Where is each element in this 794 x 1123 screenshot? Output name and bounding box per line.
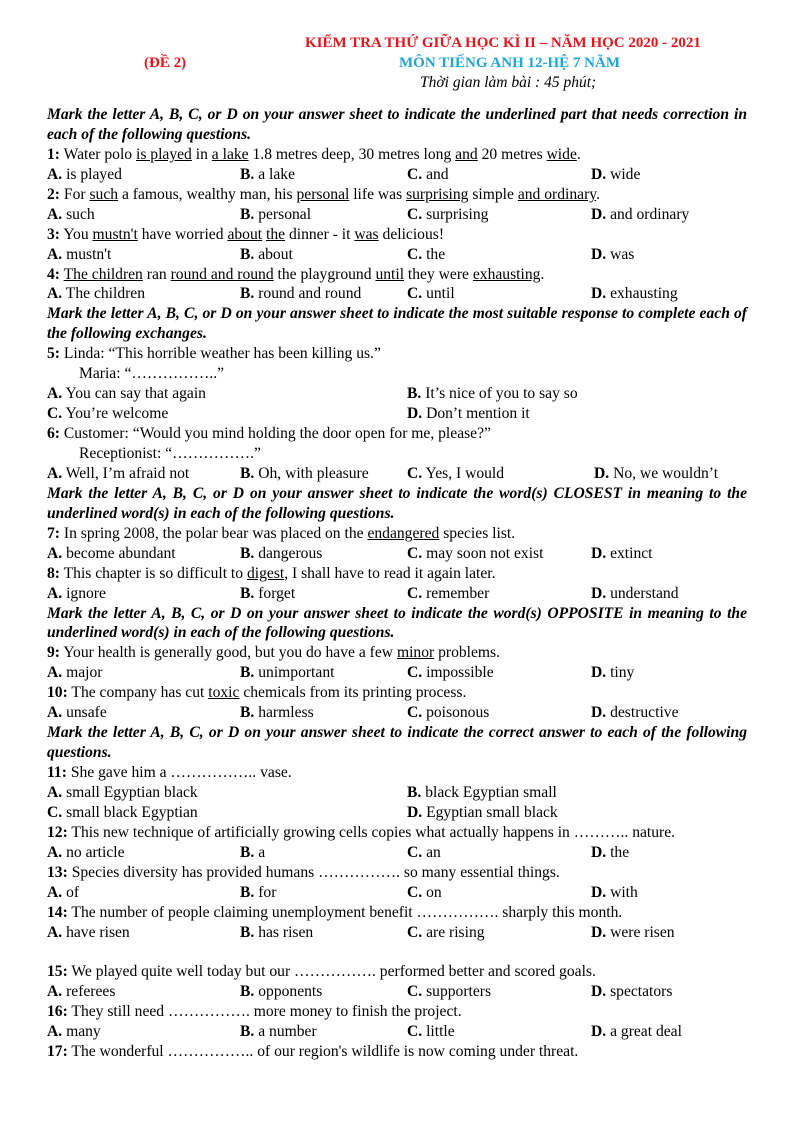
option-a[interactable]: A. small Egyptian black [47, 784, 198, 802]
option-d[interactable]: D. Don’t mention it [407, 405, 530, 423]
question-6-reply: Receptionist: “…………….” [79, 445, 261, 462]
option-d[interactable]: D. understand [591, 584, 679, 602]
option-a[interactable]: A. You can say that again [47, 385, 206, 403]
section-instruction-response: Mark the letter A, B, C, or D on your answer sheet to indicate the most suitable response to complete each of the following exchanges. [47, 305, 747, 343]
question-5: 5: Linda: “This horrible weather has been killing us.” [47, 345, 381, 363]
option-b[interactable]: B. personal [240, 205, 312, 223]
exam-header [47, 33, 747, 105]
option-a[interactable]: A. Well, I’m afraid not [47, 464, 190, 482]
option-a[interactable]: A. such [47, 205, 95, 223]
option-a[interactable]: A. become abundant [47, 544, 176, 562]
options-q4 [47, 284, 747, 304]
option-d[interactable]: D. destructive [591, 704, 679, 722]
option-c[interactable]: C. You’re welcome [47, 405, 169, 423]
section-instruction-correct-answer: Mark the letter A, B, C, or D on your answer sheet to indicate the correct answer to each of the following questions. [47, 724, 747, 762]
option-d[interactable]: D. was [591, 245, 635, 263]
option-d[interactable]: D. No, we wouldn’t [594, 464, 719, 482]
option-c[interactable]: C. little [407, 1023, 455, 1041]
option-a[interactable]: A. major [47, 664, 103, 682]
option-b[interactable]: B. has risen [240, 923, 314, 941]
option-c[interactable]: C. on [407, 883, 442, 901]
options-q11-row1 [47, 783, 747, 803]
option-d[interactable]: D. were risen [591, 923, 675, 941]
option-c[interactable]: C. remember [407, 584, 490, 602]
options-q5-row1 [47, 384, 747, 404]
option-d[interactable]: D. tiny [591, 664, 635, 682]
option-c[interactable]: C. Yes, I would [407, 464, 505, 482]
options-q1 [47, 165, 747, 185]
options-q10 [47, 703, 747, 723]
options-q11-row2 [47, 803, 747, 823]
option-a[interactable]: A. no article [47, 843, 125, 861]
option-b[interactable]: B. forget [240, 584, 296, 602]
option-b[interactable]: B. black Egyptian small [407, 784, 557, 802]
question-11: 11: She gave him a …………….. vase. [47, 764, 292, 782]
option-a[interactable]: A. The children [47, 285, 146, 303]
options-q5-row2 [47, 404, 747, 424]
option-a[interactable]: A. ignore [47, 584, 106, 602]
option-b[interactable]: B. about [240, 245, 293, 263]
option-b[interactable]: B. a number [240, 1023, 317, 1041]
options-q14 [47, 923, 747, 943]
option-c[interactable]: C. an [407, 843, 441, 861]
option-c[interactable]: C. poisonous [407, 704, 490, 722]
question-10: 10: The company has cut toxic chemicals from its printing process. [47, 684, 467, 702]
option-a[interactable]: A. of [47, 883, 80, 901]
question-3: 3: You mustn't have worried about the dinner - it was delicious! [47, 225, 445, 243]
options-q13 [47, 883, 747, 903]
options-q8 [47, 584, 747, 604]
options-q6 [47, 464, 747, 484]
question-5-reply: Maria: “……………..” [79, 365, 225, 383]
option-c[interactable]: C. the [407, 245, 446, 263]
option-b[interactable]: B. harmless [240, 704, 314, 722]
option-d[interactable]: D. the [591, 843, 630, 861]
options-q7 [47, 544, 747, 564]
options-q16 [47, 1022, 747, 1042]
question-1: 1: Water polo is played in a lake 1.8 metres deep, 30 metres long and 20 metres wide. [47, 145, 581, 163]
options-q2 [47, 205, 747, 225]
option-a[interactable]: A. many [47, 1023, 101, 1041]
question-13: 13: Species diversity has provided humans ……………. so many essential things. [47, 863, 560, 881]
option-c[interactable]: C. until [407, 285, 455, 303]
option-b[interactable]: B. unimportant [240, 664, 335, 682]
exam-code: (ĐỀ 2) [144, 55, 187, 71]
question-8: 8: This chapter is so difficult to digest, I shall have to read it again later. [47, 564, 496, 582]
option-d[interactable]: D. wide [591, 165, 641, 183]
option-a[interactable]: A. is played [47, 165, 122, 183]
options-q3 [47, 245, 747, 265]
option-d[interactable]: D. exhausting [591, 285, 678, 303]
question-4: 4: The children ran round and round the playground until they were exhausting. [47, 265, 545, 283]
option-d[interactable]: D. a great deal [591, 1023, 682, 1041]
options-q15 [47, 982, 747, 1002]
question-2: 2: For such a famous, wealthy man, his personal life was surprising simple and ordinary. [47, 185, 600, 203]
exam-subject: MÔN TIẾNG ANH 12-HỆ 7 NĂM [399, 55, 620, 71]
option-c[interactable]: C. may soon not exist [407, 544, 544, 562]
option-c[interactable]: C. surprising [407, 205, 489, 223]
option-c[interactable]: C. small black Egyptian [47, 803, 198, 821]
options-q12 [47, 843, 747, 863]
option-b[interactable]: B. It’s nice of you to say so [407, 385, 578, 403]
question-12: 12: This new technique of artificially growing cells copies what actually happens in ……….. nature. [47, 823, 676, 841]
option-b[interactable]: B. a lake [240, 165, 296, 183]
option-a[interactable]: A. referees [47, 983, 116, 1001]
option-b[interactable]: B. round and round [240, 285, 362, 303]
option-b[interactable]: B. for [240, 883, 277, 901]
option-b[interactable]: B. dangerous [240, 544, 323, 562]
option-b[interactable]: B. Oh, with pleasure [240, 464, 369, 482]
spacer [47, 943, 747, 963]
question-7: 7: In spring 2008, the polar bear was placed on the endangered species list. [47, 524, 516, 542]
option-a[interactable]: A. unsafe [47, 704, 107, 722]
option-d[interactable]: D. Egyptian small black [407, 803, 558, 821]
question-6: 6: Customer: “Would you mind holding the door open for me, please?” [47, 425, 491, 443]
exam-time: Thời gian làm bài : 45 phút; [420, 74, 597, 91]
question-14: 14: The number of people claiming unemployment benefit ……………. sharply this month. [47, 903, 623, 921]
question-17: 17: The wonderful …………….. of our region's wildlife is now coming under threat. [47, 1043, 579, 1061]
section-instruction-opposite: Mark the letter A, B, C, or D on your answer sheet to indicate the word(s) OPPOSITE in meaning to the underlined word(s) in each of the following questions. [47, 604, 747, 642]
option-c[interactable]: C. are rising [407, 923, 485, 941]
option-b[interactable]: B. opponents [240, 983, 323, 1001]
question-16: 16: They still need ……………. more money to finish the project. [47, 1003, 462, 1021]
option-b[interactable]: B. a [240, 843, 266, 861]
option-a[interactable]: A. mustn't [47, 245, 112, 263]
exam-page [47, 33, 747, 1062]
option-d[interactable]: D. and ordinary [591, 205, 690, 223]
question-9: 9: Your health is generally good, but you do have a few minor problems. [47, 644, 501, 662]
option-c[interactable]: C. and [407, 165, 449, 183]
option-a[interactable]: A. have risen [47, 923, 130, 941]
option-d[interactable]: D. spectators [591, 983, 673, 1001]
exam-title: KIỂM TRA THỨ GIỮA HỌC KÌ II – NĂM HỌC 2020 - 2021 [305, 35, 701, 51]
option-d[interactable]: D. with [591, 883, 638, 901]
question-15: 15: We played quite well today but our ……………. performed better and scored goals. [47, 963, 596, 981]
section-instruction-correction: Mark the letter A, B, C, or D on your answer sheet to indicate the underlined part that needs correction in each of the following questions. [47, 106, 747, 143]
option-c[interactable]: C. supporters [407, 983, 492, 1001]
section-instruction-closest: Mark the letter A, B, C, or D on your answer sheet to indicate the word(s) CLOSEST in meaning to the underlined word(s) in each of the following questions. [47, 484, 747, 522]
options-q9 [47, 663, 747, 683]
option-c[interactable]: C. impossible [407, 664, 494, 682]
option-d[interactable]: D. extinct [591, 544, 653, 562]
